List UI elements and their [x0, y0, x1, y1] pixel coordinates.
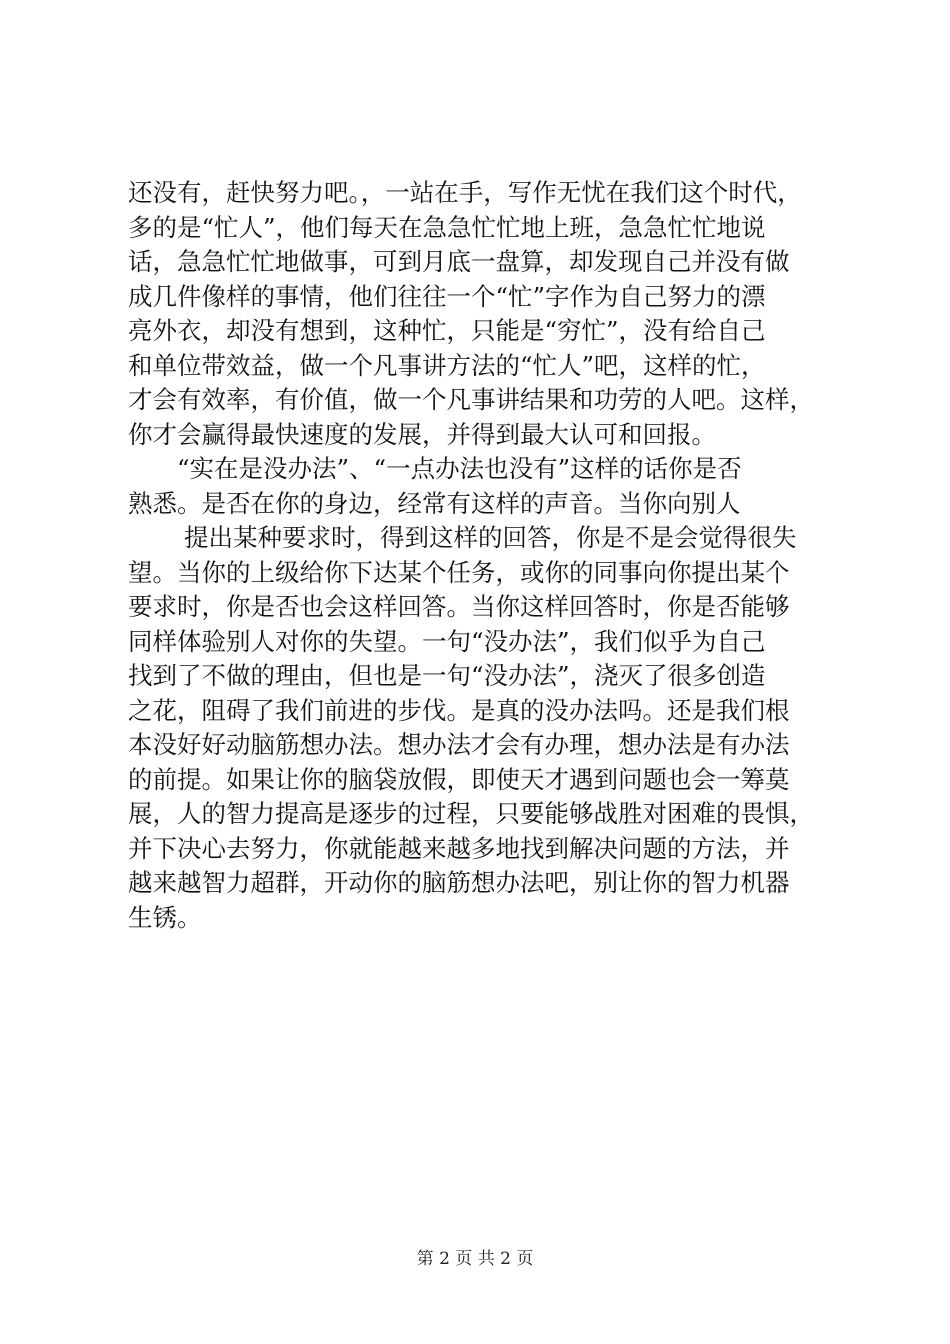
text-line: 同样体验别人对你的失望。一句“没办法”，我们似乎为自己 — [128, 626, 766, 656]
text-line: 要求时，你是否也会这样回答。当你这样回答时，你是否能够 — [128, 592, 790, 621]
text-line: 提出某种要求时，得到这样的回答，你是不是会觉得很失 — [184, 523, 797, 552]
text-line: 之花，阻碍了我们前进的步伐。是真的没办法吗。还是我们根 — [128, 695, 790, 725]
text-line: 找到了不做的理由，但也是一句“没办法”，浇灭了很多创造 — [128, 661, 766, 690]
text-line: 并下决心去努力，你就能越来越多地找到解决问题的方法，并 — [128, 833, 790, 863]
body-text — [128, 176, 828, 935]
text-line: 的前提。如果让你的脑袋放假，即使天才遇到问题也会一筹莫 — [128, 764, 790, 794]
text-line: 和单位带效益，做一个凡事讲方法的“忙人”吧，这样的忙， — [128, 350, 766, 380]
text-line: 展，人的智力提高是逐步的过程，只要能够战胜对困难的畏惧， — [128, 799, 814, 828]
text-line: 成几件像样的事情，他们往往一个“忙”字作为自己努力的漂 — [128, 281, 766, 311]
text-line: 你才会赢得最快速度的发展，并得到最大认可和回报。 — [128, 419, 716, 449]
text-line: 话，急急忙忙地做事，可到月底一盘算，却发现自己并没有做 — [128, 247, 790, 276]
page-number-footer: 第 2 页 共 2 页 — [416, 1249, 534, 1269]
text-line: 多的是“忙人”，他们每天在急急忙忙地上班，急急忙忙地说 — [128, 212, 766, 242]
text-line: 生锈。 — [128, 902, 202, 932]
text-line: 还没有，赶快努力吧。，一站在手，写作无忧在我们这个时代， — [128, 178, 802, 207]
text-line: “实在是没办法”、“一点办法也没有”这样的话你是否 — [177, 454, 742, 483]
text-line: 才会有效率，有价值，做一个凡事讲结果和功劳的人吧。这样， — [128, 385, 814, 414]
text-line: 望。当你的上级给你下达某个任务，或你的同事向你提出某个 — [128, 557, 790, 587]
text-line: 本没好好动脑筋想办法。想办法才会有办理，想办法是有办法 — [128, 730, 790, 759]
text-line: 越来越智力超群，开动你的脑筋想办法吧，别让你的智力机器 — [128, 868, 790, 897]
text-line: 亮外衣，却没有想到，这种忙，只能是“穷忙”，没有给自己 — [128, 316, 766, 345]
text-line: 熟悉。是否在你的身边，经常有这样的声音。当你向别人 — [128, 488, 741, 518]
